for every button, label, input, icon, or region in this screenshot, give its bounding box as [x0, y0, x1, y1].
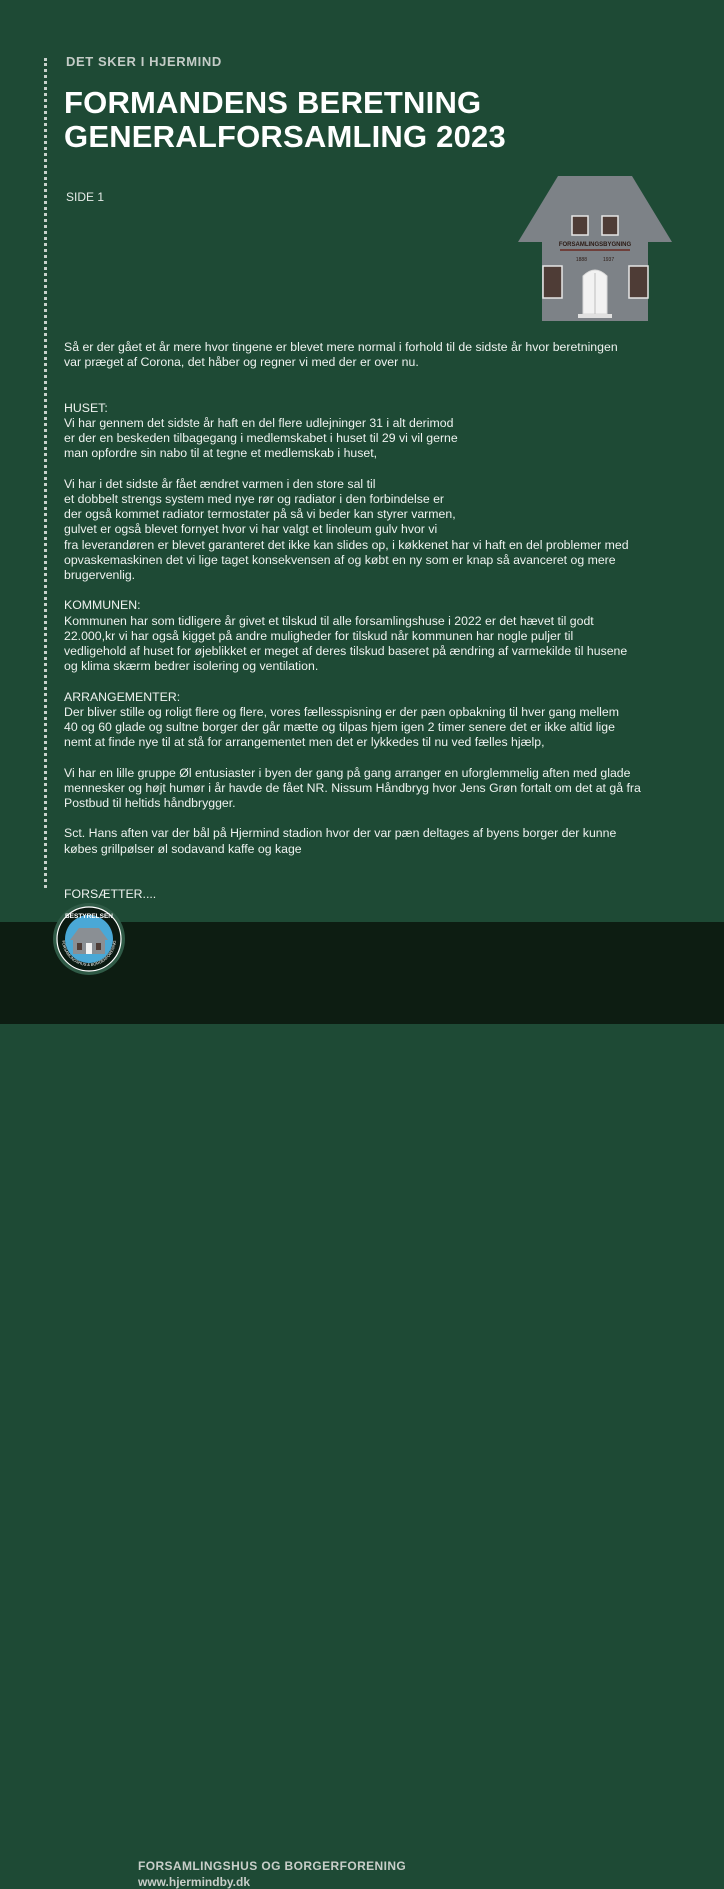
text-line: købes grillpølser øl sodavand kaffe og kage	[64, 841, 302, 856]
house-year-right: 1937	[603, 257, 615, 263]
huset-paragraph-1	[64, 416, 664, 462]
intro-paragraph	[64, 340, 664, 370]
page	[0, 0, 724, 922]
dotted-divider	[44, 58, 47, 888]
text-line: Der bliver stille og roligt flere og flere, vores fællesspisning er der pæn opbakning til hver gang mellem	[64, 704, 619, 719]
house-illustration	[518, 176, 672, 321]
text-line: fra leverandøren er blevet garanteret det ikke kan slides op, i køkkenet har vi haft en del problemer med	[64, 537, 629, 552]
section-heading-kommunen: KOMMUNEN:	[64, 598, 141, 613]
house-sign-text: FORSAMLINGSBYGNING	[558, 242, 632, 248]
text-line: Postbud til heltids håndbrygger.	[64, 796, 236, 810]
text-line: Vi har i det sidste år fået ændret varmen i den store sal til	[64, 476, 376, 491]
text-line: Vi har en lille gruppe Øl entusiaster i byen der gang på gang arranger en uforglemmelig aften med glade	[64, 765, 631, 780]
section-heading-arrangementer: ARRANGEMENTER:	[64, 689, 181, 704]
text-line: Vi har gennem det sidste år haft en del flere udlejninger 31 i alt derimod	[64, 415, 454, 430]
huset-paragraph-2	[64, 477, 664, 583]
kommunen-paragraph	[64, 614, 664, 675]
badge-ring-text: FORSAMLINGSHUS & BORGERFORENING	[61, 940, 117, 968]
window	[543, 266, 562, 298]
text-line: Kommunen har som tidligere år givet et tilskud til alle forsamlingshuse i 2022 er det hævet til godt	[64, 613, 594, 628]
text-line: mennesker og højt humør i år havde de fået NR. Nissum Håndbryg hvor Jens Grøn fortalt om det at gå fra	[64, 780, 641, 795]
house-roof	[518, 176, 672, 242]
text-line: vedligehold af huset for øjeblikket er meget af deres tilskud baseret på ændring af varmekilde til husene	[64, 644, 628, 658]
report-body	[64, 340, 664, 902]
badge-top-text: BESTYRELSEN	[64, 913, 114, 920]
title-line-2: GENERALFORSAMLING 2023	[64, 119, 506, 154]
window	[572, 216, 588, 235]
window	[602, 216, 618, 235]
text-line: opvaskemaskinen det vi lige taget konsekvensen af og købt en ny som er knap så avanceret og mere	[64, 552, 616, 567]
text-line: et dobbelt strengs system med nye rør og radiator i den forbindelse er	[64, 491, 445, 506]
badge-window	[96, 943, 101, 950]
text-line: brugervenlig.	[64, 568, 136, 582]
website-link[interactable]: www.hjermindby.dk	[138, 1875, 251, 1889]
text-line: og klima skærm bedrer isolering og ventilation.	[64, 659, 319, 674]
text-line: 22.000,kr vi har også kigget på andre muligheder for tilskud når kommunen har nogle puljer til	[64, 628, 574, 643]
page-title	[64, 86, 506, 154]
arrangementer-paragraph-1	[64, 705, 664, 751]
bestyrelsen-badge-logo	[52, 902, 126, 976]
title-line-1: FORMANDENS BERETNING	[64, 85, 482, 120]
arrangementer-paragraph-3	[64, 826, 664, 856]
text-line: 40 og 60 glade og sultne borger der går mætte og tilpas hjem igen 2 timer senere det er ikke altid lige	[64, 720, 615, 734]
door-step	[578, 314, 612, 318]
section-heading-huset: HUSET:	[64, 400, 108, 415]
text-line: gulvet er også blevet fornyet hvor vi har valgt et linoleum gulv hvor vi	[64, 522, 438, 537]
badge-window	[77, 943, 82, 950]
text-line: der også kommet radiator termostater på så vi beder kan styrer varmen,	[64, 507, 456, 522]
house-year-left: 1888	[575, 257, 587, 263]
text-line: man opfordre sin nabo til at tegne et medlemskab i huset,	[64, 446, 378, 461]
text-line: er der en beskeden tilbagegang i medlemskabet i huset til 29 vi vil gerne	[64, 431, 458, 446]
text-line: var præget af Corona, det håber og regner vi med der er over nu.	[64, 355, 419, 370]
window	[629, 266, 648, 298]
badge-door	[86, 943, 92, 954]
arrangementer-paragraph-2	[64, 766, 664, 812]
page-label: SIDE 1	[66, 190, 105, 204]
kicker: DET SKER I HJERMIND	[66, 54, 222, 69]
text-line: Sct. Hans aften var der bål på Hjermind stadion hvor der var pæn deltages af byens borger der kunne	[64, 826, 617, 841]
text-line: Så er der gået et år mere hvor tingene er blevet mere normal i forhold til de sidste år hvor beretningen	[64, 340, 618, 354]
text-line: nemt at finde nye til at stå for arrangementet men det er lykkedes til nu ved fælles hjælp,	[64, 735, 545, 750]
org-name: FORSAMLINGSHUS OG BORGERFORENING	[138, 1859, 407, 1873]
continues-note: FORSÆTTER....	[64, 887, 157, 902]
